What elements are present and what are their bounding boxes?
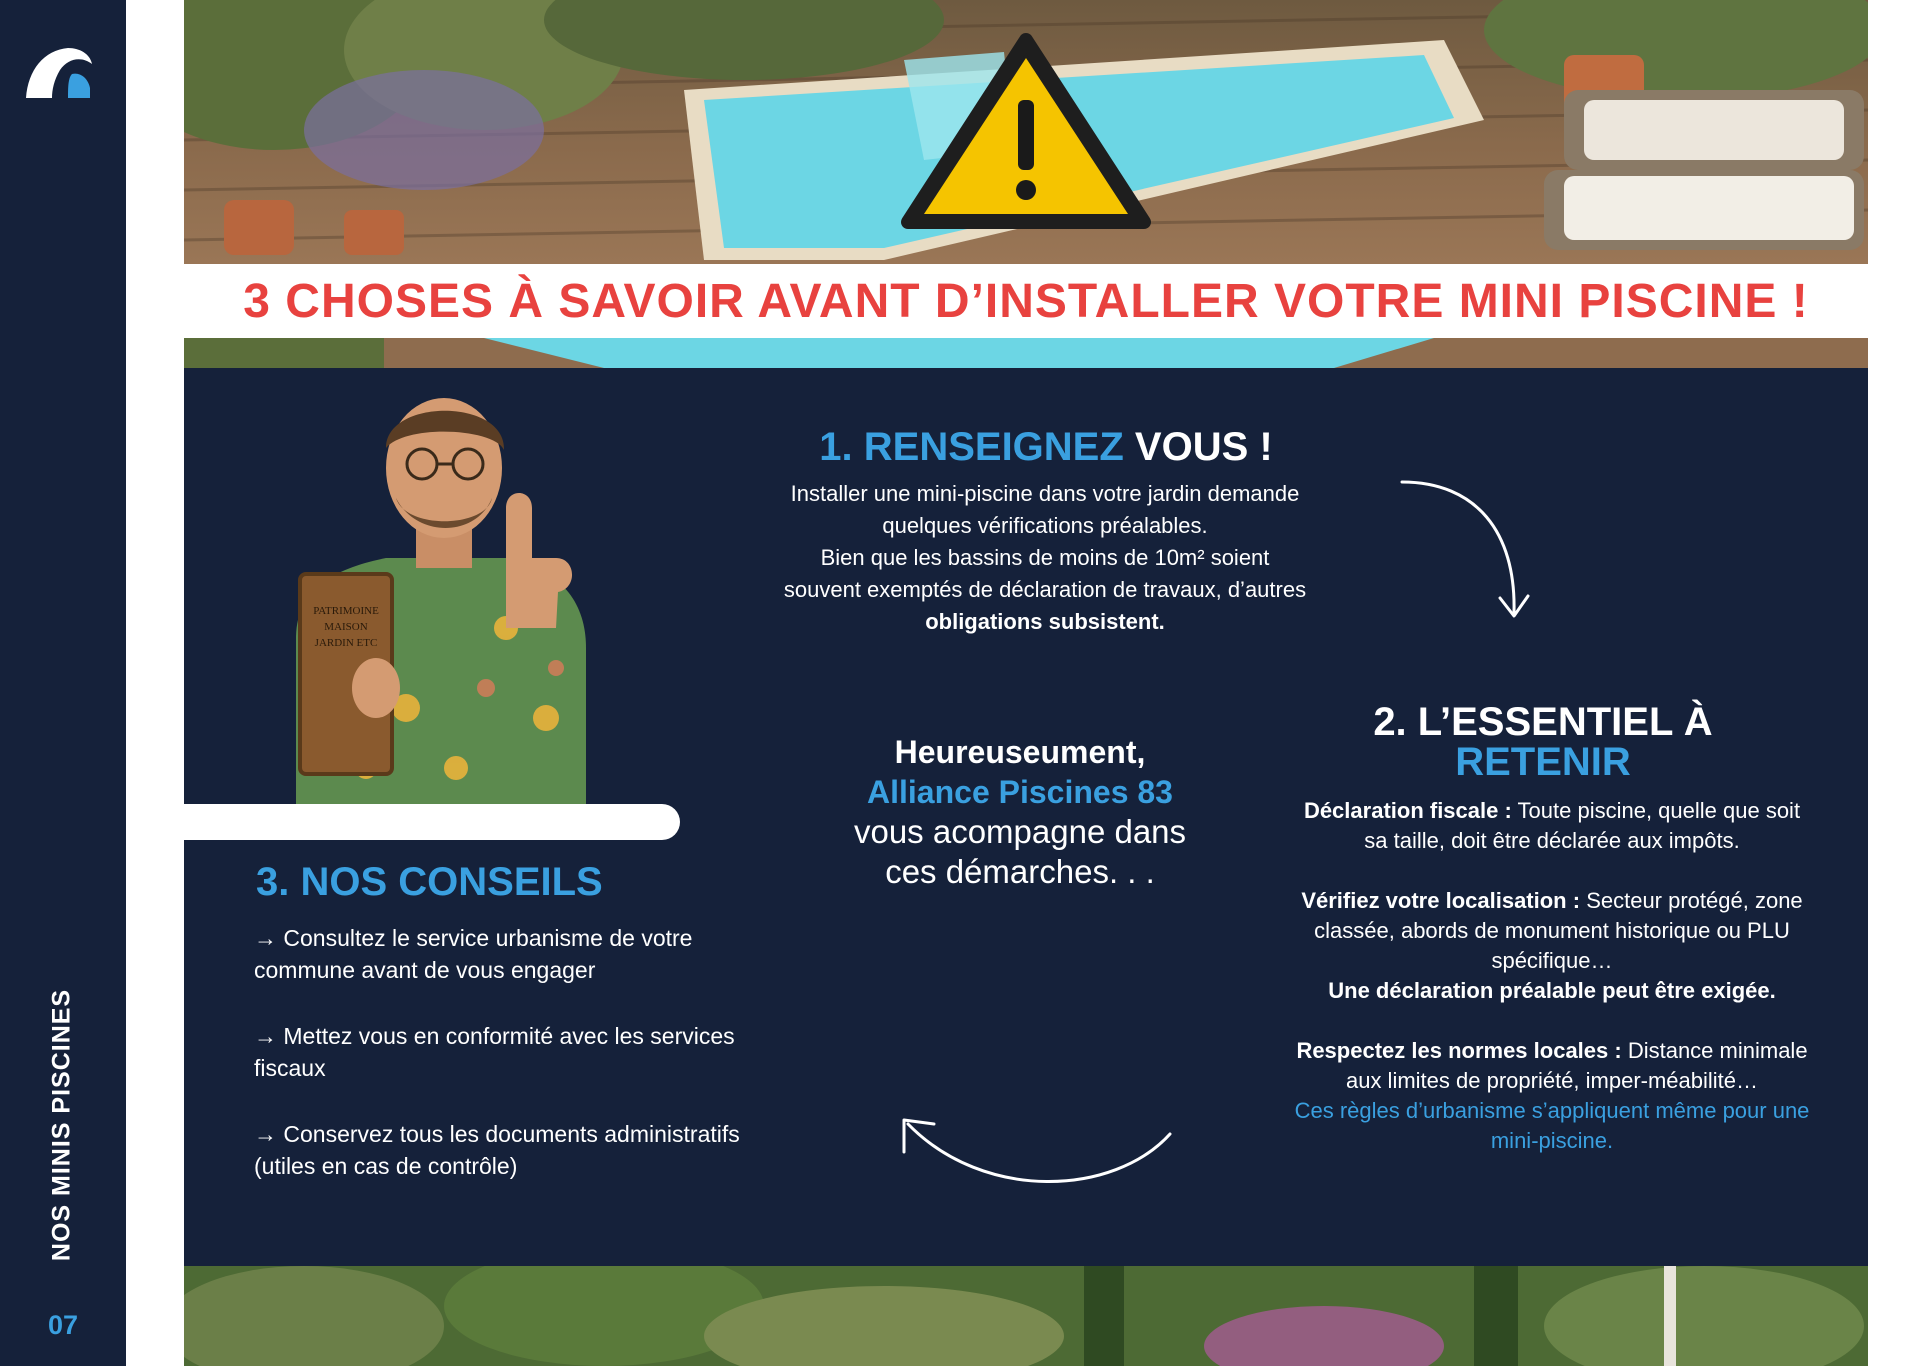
section1-body-line: souvent exemptés de déclaration de travaux, d’autres [783, 577, 1307, 602]
title-band [184, 264, 1868, 338]
middle-message [810, 732, 1230, 892]
section1-title [786, 425, 1306, 470]
section1-number: 1. [819, 425, 853, 469]
section2-item-extra: Une déclaration préalable peut être exigée. [1328, 978, 1776, 1003]
garden-illustration [184, 1266, 1868, 1366]
section3-list [254, 922, 794, 1216]
middle-line4: ces démarches. . . [885, 853, 1155, 890]
section1-title-rest: VOUS ! [1134, 425, 1273, 469]
list-item: → Consultez le service urbanisme de votre commune avant de vous engager [254, 925, 693, 983]
curved-arrow-left-icon [894, 1106, 1176, 1196]
list-item: → Mettez vous en conformité avec les services fiscaux [254, 1023, 735, 1081]
wave-logo-icon [22, 44, 94, 100]
section3-title: 3. NOS CONSEILS [256, 860, 603, 904]
section2-item [1290, 796, 1814, 856]
section1-body-line: Installer une mini-piscine dans votre jardin demande [790, 481, 1300, 506]
section2-item [1290, 1036, 1814, 1156]
page-number: 07 [47, 1310, 79, 1340]
middle-brand: Alliance Piscines 83 [867, 774, 1173, 810]
list-item: → Conservez tous les documents administratifs (utiles en cas de contrôle) [254, 1121, 740, 1179]
book-label: PATRIMOINE [313, 605, 379, 617]
book-label-2: MAISON [324, 621, 368, 633]
section2-item-label: Déclaration fiscale : [1303, 798, 1512, 823]
section1-title-accent: RENSEIGNEZ [863, 425, 1124, 469]
section1-body [710, 478, 1380, 638]
section-divider-bar [160, 804, 680, 840]
sidebar [0, 0, 126, 1366]
book-label-3: JARDIN ETC [314, 637, 378, 649]
section2-item-text: Secteur protégé, zone classée, abords de monument historique ou PLU spécifique… [1314, 888, 1803, 973]
footer-garden-photo [184, 1266, 1868, 1366]
middle-line3: vous acompagne dans [853, 813, 1187, 850]
curved-arrow-down-icon [1396, 472, 1536, 632]
section2-item-text: Toute piscine, quelle que soit sa taille, doit être déclarée aux impôts. [1364, 798, 1801, 853]
section2-item [1290, 886, 1814, 1006]
hero-pool-photo-strip [184, 338, 1868, 368]
pool-scene-illustration [184, 0, 1868, 264]
advisor-illustration [256, 388, 636, 804]
section2-item-text: Distance minimale aux limites de propriété, imper-méabilité… [1345, 1038, 1808, 1093]
section2-title-line2: RETENIR [1455, 740, 1631, 784]
section2-item-label: Vérifiez votre localisation : [1301, 888, 1581, 913]
section1-body-line: obligations subsistent. [925, 609, 1165, 634]
section2-body [1290, 796, 1814, 1156]
middle-line1: Heureuseument, [894, 734, 1146, 770]
section1-body-line: quelques vérifications préalables. [882, 513, 1208, 538]
page-title: 3 CHOSES À SAVOIR AVANT D’INSTALLER VOTRE MINI PISCINE ! [243, 275, 1809, 328]
section2-title [1300, 702, 1786, 782]
hero-pool-photo [184, 0, 1868, 264]
section2-note: Ces règles d’urbanisme s’appliquent même pour une mini-piscine. [1294, 1098, 1810, 1153]
pool-strip-illustration [184, 338, 1868, 368]
section1-body-line: Bien que les bassins de moins de 10m² soient [820, 545, 1270, 570]
section2-item-label: Respectez les normes locales : [1296, 1038, 1622, 1063]
vertical-section-title: NOS MINIS PISCINES [47, 988, 76, 1262]
section2-title-line1: 2. L’ESSENTIEL À [1373, 700, 1713, 744]
